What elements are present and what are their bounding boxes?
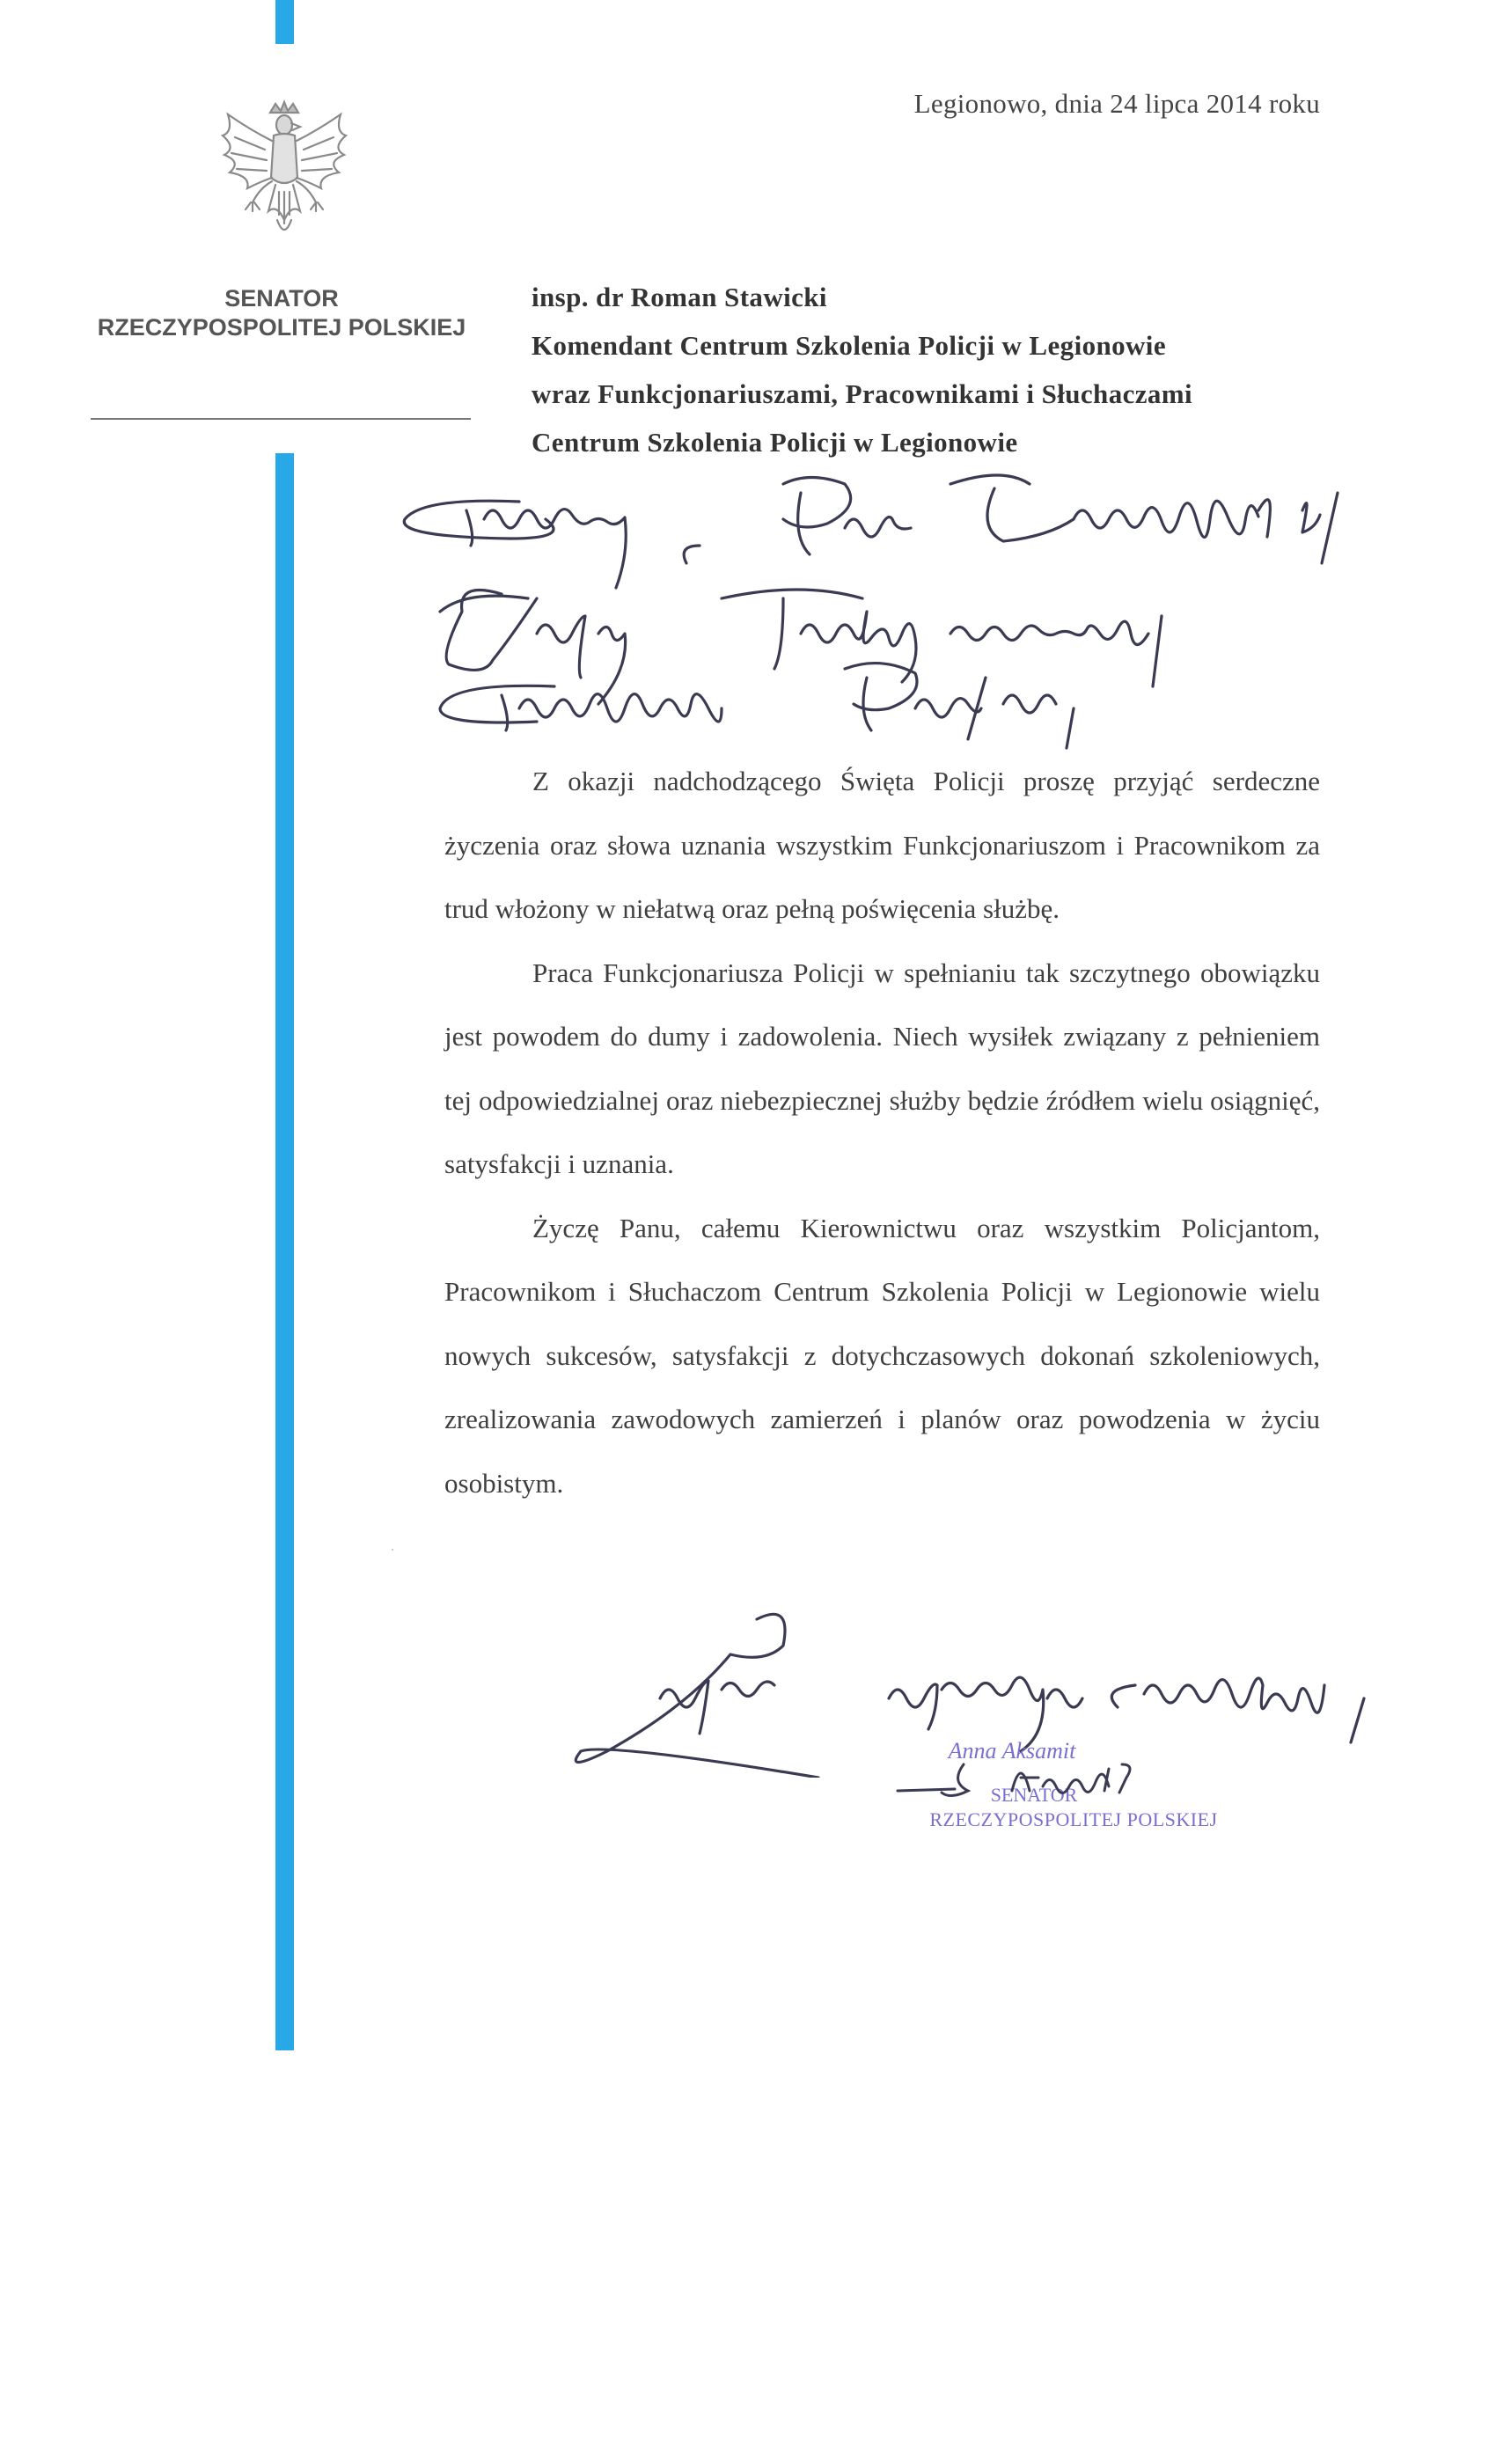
handwritten-signature bbox=[889, 1738, 1258, 1861]
letter-body bbox=[444, 750, 1320, 1515]
recipient-name: insp. dr Roman Stawicki bbox=[532, 282, 827, 312]
recipient-institution: Centrum Szkolenia Policji w Legionowie bbox=[532, 427, 1018, 458]
sender-subtitle: RZECZYPOSPOLITEJ POLSKIEJ bbox=[97, 314, 466, 341]
body-paragraph-1: Z okazji nadchodzącego Święta Policji proszę przyjąć serdeczne życzenia oraz słowa uznania wszystkim Funkcjonariuszom i Pracownikom za trud włożony w niełatwą oraz pełną poświęcenia służbę. bbox=[444, 766, 1320, 924]
accent-bar-top bbox=[275, 0, 294, 44]
polish-eagle-icon bbox=[216, 97, 352, 242]
handwritten-salutation bbox=[387, 458, 1426, 757]
recipient-position: Komendant Centrum Szkolenia Policji w Legionowie bbox=[532, 330, 1166, 361]
sender-title: SENATOR bbox=[224, 285, 339, 312]
sender-divider bbox=[91, 418, 471, 420]
stamp-name: Anna Aksamit bbox=[948, 1738, 1076, 1764]
date-line: Legionowo, dnia 24 lipca 2014 roku bbox=[913, 88, 1320, 119]
sender-block bbox=[53, 284, 510, 342]
body-paragraph-3: Życzę Panu, całemu Kierownictwu oraz wszystkim Policjantom, Pracownikom i Słuchaczom Centrum Szkolenia Policji w Legionowie wielu nowych sukcesów, satysfakcji z dotychczasowych dokonań szkoleniowych, zrealizowania zawodowych zamierzeń i planów oraz powodzenia w życiu osobistym. bbox=[444, 1212, 1320, 1499]
scan-speck bbox=[392, 1549, 393, 1551]
stamp-subtitle: RZECZYPOSPOLITEJ POLSKIEJ bbox=[929, 1808, 1218, 1830]
recipient-block bbox=[532, 273, 1192, 466]
stamp-title: SENATOR bbox=[990, 1784, 1078, 1806]
recipient-addressees: wraz Funkcjonariuszami, Pracownikami i Słuchaczami bbox=[532, 378, 1193, 409]
body-paragraph-2: Praca Funkcjonariusza Policji w spełnianiu tak szczytnego obowiązku jest powodem do dumy i zadowolenia. Niech wysiłek związany z pełnieniem tej odpowiedzialnej oraz niebezpiecznej służby będzie źródłem wielu osiągnięć, satysfakcji i uznania. bbox=[444, 957, 1320, 1179]
accent-bar-main bbox=[275, 453, 294, 2050]
signature-stamp bbox=[889, 1738, 1258, 1861]
